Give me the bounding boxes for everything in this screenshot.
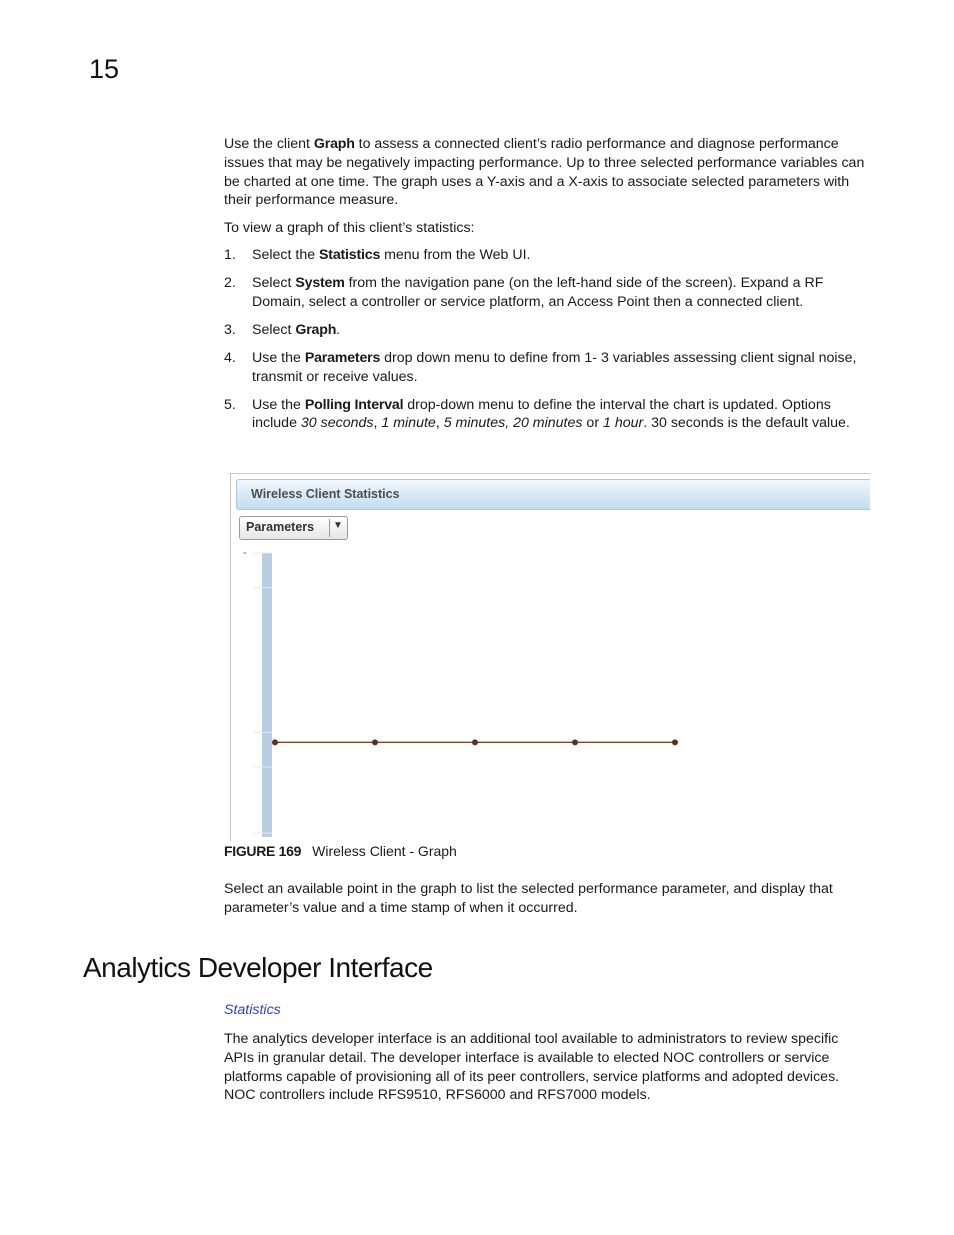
- intro-paragraph: [224, 135, 869, 210]
- step-number: 5.: [224, 396, 236, 413]
- step-number: 3.: [224, 321, 236, 338]
- step-text: Use the: [252, 396, 305, 413]
- figure-border: [230, 473, 870, 474]
- statistics-link[interactable]: Statistics: [224, 1002, 281, 1018]
- list-item: [224, 321, 869, 340]
- data-point: [472, 739, 478, 745]
- list-item: [224, 274, 869, 312]
- data-point: [372, 739, 378, 745]
- section-paragraph: The analytics developer interface is an additional tool available to administrators to review specific APIs in granular detail. The developer interface is available to elected NOC controllers or service platforms capable of provisioning all of its peer controllers, service platforms and adopted devices. NOC controllers include RFS9510, RFS6000 and RFS7000 models.: [224, 1031, 840, 1104]
- step-text: Select: [252, 321, 296, 338]
- list-item: [224, 349, 869, 387]
- parameters-dropdown[interactable]: [239, 516, 348, 540]
- ui-term: System: [295, 274, 345, 291]
- step-text: menu from the Web UI.: [380, 247, 531, 263]
- step-text: ,: [373, 415, 382, 432]
- data-point: [272, 739, 278, 745]
- instruction-lead: To view a graph of this client’s statistics:: [224, 220, 475, 236]
- step-text: .: [336, 321, 341, 338]
- figure-caption: [224, 843, 457, 859]
- step-text: from the navigation pane (on the left-hand side of the screen). Expand a RF Domain, select a controller or service platform, an Access Point then a connected client.: [252, 274, 824, 310]
- option-value: 5 minutes, 20 minutes: [443, 415, 583, 432]
- list-item: [224, 246, 869, 265]
- step-text: ,: [435, 415, 444, 432]
- data-point: [572, 739, 578, 745]
- option-value: 30 seconds: [300, 415, 374, 432]
- option-value: 1 minute: [381, 415, 436, 432]
- step-text: drop-down menu to define the interval the chart is updated. Options include: [252, 396, 831, 432]
- panel-header: [236, 479, 870, 510]
- ui-term: Parameters: [304, 349, 381, 366]
- step-text: drop down menu to define from 1- 3 variables assessing client signal noise, transmit or receive values.: [252, 349, 857, 385]
- wireless-client-graph-figure: [230, 473, 870, 841]
- chapter-number: 15: [89, 54, 120, 84]
- section-heading: Analytics Developer Interface: [83, 952, 433, 983]
- figure-label: FIGURE 169: [224, 843, 302, 859]
- step-text: or: [582, 415, 603, 432]
- after-figure-paragraph: Select an available point in the graph to list the selected performance parameter, and display that parameter’s value and a time stamp of when it occurred.: [224, 881, 833, 916]
- step-text: Select: [252, 274, 296, 291]
- step-number: 2.: [224, 274, 236, 291]
- step-number: 1.: [224, 247, 236, 263]
- line-chart: [230, 543, 870, 841]
- intro-text: Use the client: [224, 136, 314, 152]
- y-axis-bar: [262, 553, 272, 837]
- graph-term: Graph: [313, 136, 355, 152]
- intro-text-cont: to assess a connected client’s radio performance and diagnose performance issues that may be negatively impacting performance. Up to three selected performance variables can be charted at one time. The graph uses a Y-axis and a X-axis to associate selected parameters with their performance measure.: [224, 136, 865, 209]
- ui-term: Statistics: [319, 247, 381, 263]
- ui-term: Polling Interval: [304, 396, 404, 413]
- option-value: 1 hour: [602, 415, 644, 432]
- y-tick-label: -: [243, 547, 247, 559]
- step-text: Use the: [252, 349, 305, 366]
- list-item: [224, 396, 869, 434]
- chevron-down-icon: ▼: [333, 520, 343, 531]
- step-number: 4.: [224, 349, 236, 366]
- dropdown-label: Parameters: [246, 520, 315, 534]
- dropdown-divider: [329, 519, 330, 537]
- panel-title: Wireless Client Statistics: [251, 487, 400, 501]
- step-text: Select the: [252, 247, 320, 263]
- figure-title: Wireless Client - Graph: [312, 843, 457, 859]
- ui-term: Graph: [295, 321, 337, 338]
- step-text: . 30 seconds is the default value.: [643, 415, 850, 432]
- data-point: [672, 739, 678, 745]
- steps-list: [224, 246, 869, 442]
